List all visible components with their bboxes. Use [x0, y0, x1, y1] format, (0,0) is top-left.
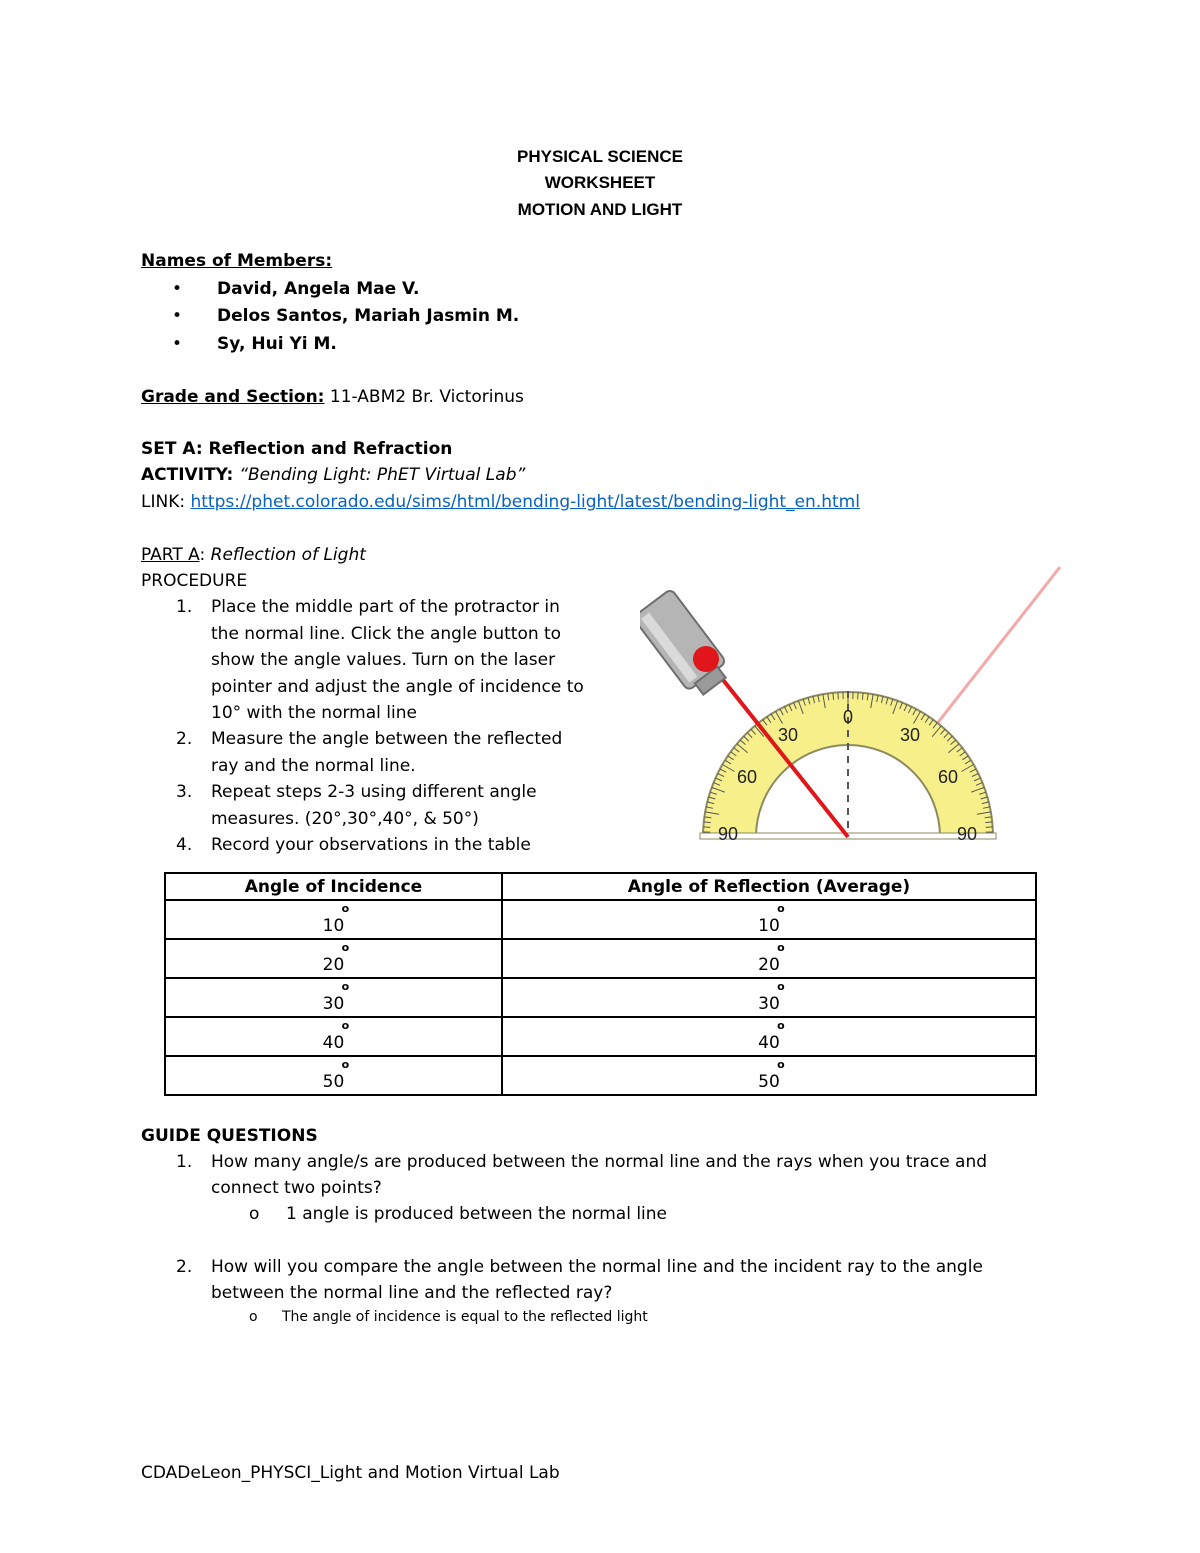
step-line: show the angle values. Turn on the laser [211, 650, 556, 670]
laser-dot [693, 646, 719, 672]
guide-title: GUIDE QUESTIONS [141, 1126, 318, 1146]
step-line: Place the middle part of the protractor in [211, 597, 560, 617]
part-title: Reflection of Light [210, 545, 366, 565]
angle-label: 30 [777, 725, 799, 745]
step-line: Measure the angle between the reflected [211, 729, 563, 749]
angle-label: 90 [717, 824, 739, 840]
table-cell: o 50 [502, 1056, 1036, 1095]
table-cell: o 10 [502, 900, 1036, 939]
table-cell: o 20 [502, 939, 1036, 978]
part-colon: : [199, 545, 211, 565]
member-name: Delos Santos, Mariah Jasmin M. [217, 306, 520, 326]
step-number: 4. [176, 835, 193, 855]
grade-label: Grade and Section: [141, 387, 325, 407]
angle-label: 30 [899, 725, 921, 745]
answer-bullet-icon: o [249, 1309, 258, 1325]
member-name: Sy, Hui Yi M. [217, 334, 337, 354]
table-row [165, 978, 1036, 1017]
table-cell: o 40 [165, 1017, 502, 1056]
angle-label: 60 [736, 767, 758, 787]
question-line: between the normal line and the reflected ray? [211, 1283, 613, 1303]
table-row [165, 1056, 1036, 1095]
question-number: 1. [176, 1152, 193, 1172]
step-line: Repeat steps 2-3 using different angle [211, 782, 537, 802]
members-label: Names of Members: [141, 251, 333, 271]
table-header-row [165, 873, 1036, 900]
table-row [165, 939, 1036, 978]
step-line: 10° with the normal line [211, 703, 417, 723]
step-line: measures. (20°,30°,40°, & 50°) [211, 809, 479, 829]
part-label: PART A [141, 545, 200, 565]
angle-label: 90 [956, 824, 978, 840]
activity-line [141, 467, 525, 484]
step-number: 1. [176, 597, 193, 617]
bullet-icon: • [172, 279, 183, 299]
table-cell: o 10 [165, 900, 502, 939]
question-number: 2. [176, 1257, 193, 1277]
step-line: pointer and adjust the angle of incidence to [211, 677, 584, 697]
column-header: Angle of Incidence [165, 873, 502, 900]
observation-table [164, 872, 1037, 1096]
angle-label: 0 [842, 707, 854, 727]
table-cell: o 40 [502, 1017, 1036, 1056]
question-line: How will you compare the angle between the normal line and the incident ray to the angle [211, 1257, 983, 1277]
grade-value: 11-ABM2 Br. Victorinus [324, 387, 524, 407]
grade-section [141, 389, 524, 406]
table-cell: o 30 [502, 978, 1036, 1017]
step-number: 3. [176, 782, 193, 802]
answer-text: 1 angle is produced between the normal line [286, 1204, 668, 1224]
question-line: connect two points? [211, 1178, 382, 1198]
angle-label: 60 [937, 767, 959, 787]
table-cell: o 30 [165, 978, 502, 1017]
table-row [165, 900, 1036, 939]
table-row [165, 1017, 1036, 1056]
bullet-icon: • [172, 334, 183, 354]
worksheet-subject: PHYSICAL SCIENCE [517, 147, 683, 166]
worksheet-type: WORKSHEET [544, 173, 656, 192]
worksheet-topic: MOTION AND LIGHT [517, 200, 683, 219]
table-cell: o 50 [165, 1056, 502, 1095]
step-line: Record your observations in the table [211, 835, 531, 855]
procedure-label: PROCEDURE [141, 571, 248, 591]
column-header: Angle of Reflection (Average) [502, 873, 1036, 900]
member-name: David, Angela Mae V. [217, 279, 420, 299]
step-line: ray and the normal line. [211, 756, 416, 776]
link-line [141, 494, 860, 511]
answer-bullet-icon: o [249, 1204, 260, 1224]
set-title: SET A: Reflection and Refraction [141, 439, 453, 459]
laser-pointer-icon [640, 589, 734, 701]
answer-text: The angle of incidence is equal to the reflected light [282, 1309, 648, 1325]
link-label: LINK: [141, 492, 191, 512]
part-heading [141, 547, 366, 564]
activity-value: “Bending Light: PhET Virtual Lab” [239, 465, 526, 485]
protractor-illustration [640, 565, 1070, 840]
step-line: the normal line. Click the angle button to [211, 624, 562, 644]
footer-text: CDADeLeon_PHYSCI_Light and Motion Virtual Lab [141, 1463, 560, 1483]
question-line: How many angle/s are produced between the normal line and the rays when you trace and [211, 1152, 988, 1172]
step-number: 2. [176, 729, 193, 749]
phet-link[interactable]: https://phet.colorado.edu/sims/html/bending-light/latest/bending-light_en.html [190, 492, 860, 512]
activity-label: ACTIVITY: [141, 465, 240, 485]
bullet-icon: • [172, 306, 183, 326]
table-cell: o 20 [165, 939, 502, 978]
